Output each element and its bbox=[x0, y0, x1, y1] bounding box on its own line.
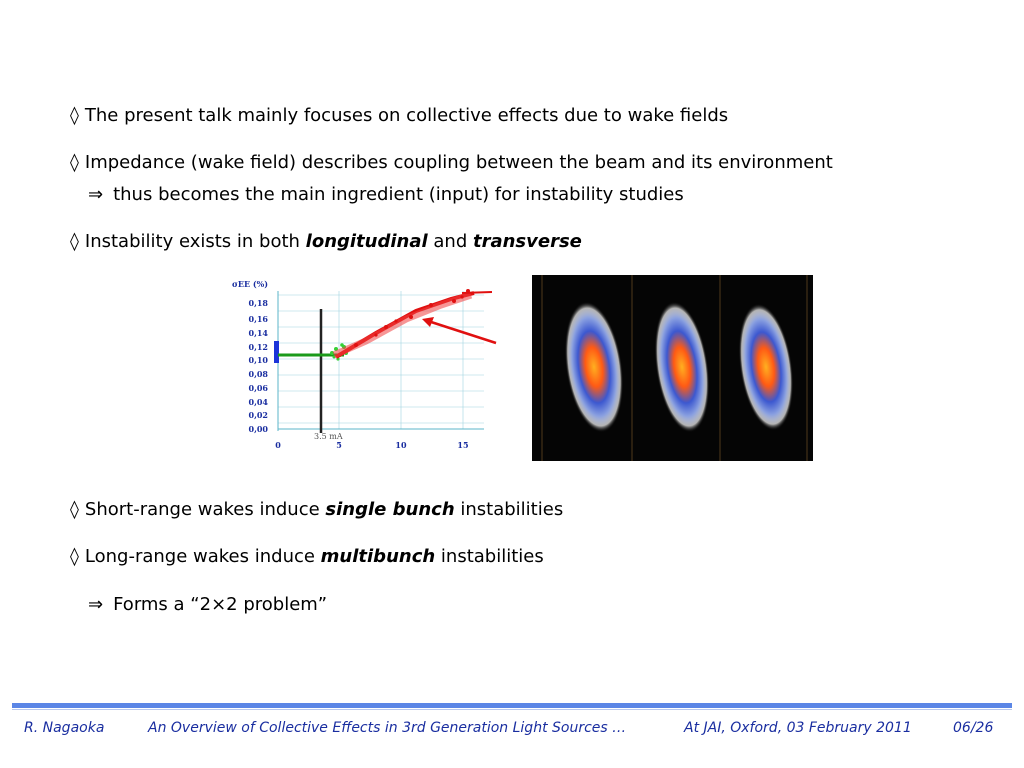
ytick: 0,08 bbox=[248, 369, 268, 379]
footer-author: R. Nagaoka bbox=[24, 720, 105, 736]
ytick: 0,00 bbox=[248, 424, 268, 434]
bullet-5 bbox=[70, 546, 544, 567]
emphasis-transverse: transverse bbox=[472, 231, 582, 252]
xtick: 15 bbox=[457, 440, 469, 450]
bullet-4-text-b: instabilities bbox=[454, 499, 564, 520]
emphasis-single-bunch: single bunch bbox=[325, 499, 455, 520]
bullet-5-text-b: instabilities bbox=[435, 546, 544, 567]
diamond-bullet-icon: ◊ bbox=[70, 231, 79, 252]
diamond-bullet-icon: ◊ bbox=[70, 499, 79, 520]
footer-venue: At JAI, Oxford, 03 February 2011 bbox=[684, 720, 912, 736]
bullet-3-text-a: Instability exists in both bbox=[84, 231, 306, 252]
diamond-bullet-icon: ◊ bbox=[70, 546, 79, 567]
ytick: 0,10 bbox=[248, 355, 268, 365]
ytick: 0,02 bbox=[248, 410, 268, 420]
bullet-1 bbox=[70, 105, 728, 126]
bullet-4 bbox=[70, 499, 563, 520]
bullet-2-text: Impedance (wake field) describes coupling between the beam and its environment bbox=[84, 152, 833, 173]
energy-spread-chart bbox=[226, 271, 492, 463]
bullet-5-sub-text: Forms a “2×2 problem” bbox=[113, 594, 328, 615]
implies-arrow-icon: ⇒ bbox=[88, 594, 104, 615]
xtick: 5 bbox=[336, 440, 342, 450]
chart-annotation: 3.5 mA bbox=[314, 432, 343, 441]
emphasis-multibunch: multibunch bbox=[320, 546, 436, 567]
diamond-bullet-icon: ◊ bbox=[70, 152, 79, 173]
footer-page: 06/26 bbox=[953, 720, 994, 736]
bullet-2 bbox=[70, 152, 833, 173]
bullet-2-sub bbox=[88, 184, 684, 205]
diamond-bullet-icon: ◊ bbox=[70, 105, 79, 126]
footer-rule bbox=[12, 703, 1012, 708]
xtick: 10 bbox=[395, 440, 407, 450]
bunch-profile-image bbox=[532, 275, 813, 461]
implies-arrow-icon: ⇒ bbox=[88, 184, 104, 205]
chart-ylabel: σEE (%) bbox=[232, 279, 269, 289]
footer-title: An Overview of Collective Effects in 3rd Generation Light Sources … bbox=[148, 720, 627, 736]
ytick: 0,16 bbox=[248, 314, 268, 324]
ytick: 0,14 bbox=[248, 328, 268, 338]
emphasis-longitudinal: longitudinal bbox=[305, 231, 428, 252]
bullet-3-text-b: and bbox=[427, 231, 473, 252]
pointer-arrow bbox=[420, 315, 500, 347]
xtick: 0 bbox=[275, 440, 281, 450]
ytick: 0,06 bbox=[248, 383, 268, 393]
ytick: 0,18 bbox=[248, 298, 268, 308]
bullet-5-text-a: Long-range wakes induce bbox=[84, 546, 321, 567]
bullet-3 bbox=[70, 231, 582, 252]
footer-rule-thin bbox=[12, 709, 1012, 710]
ytick: 0,04 bbox=[248, 397, 268, 407]
bullet-4-text-a: Short-range wakes induce bbox=[84, 499, 326, 520]
bullet-5-sub bbox=[88, 594, 327, 615]
bullet-1-text: The present talk mainly focuses on collective effects due to wake fields bbox=[84, 105, 729, 126]
ytick: 0,12 bbox=[248, 342, 268, 352]
bullet-2-sub-text: thus becomes the main ingredient (input) for instability studies bbox=[113, 184, 684, 205]
